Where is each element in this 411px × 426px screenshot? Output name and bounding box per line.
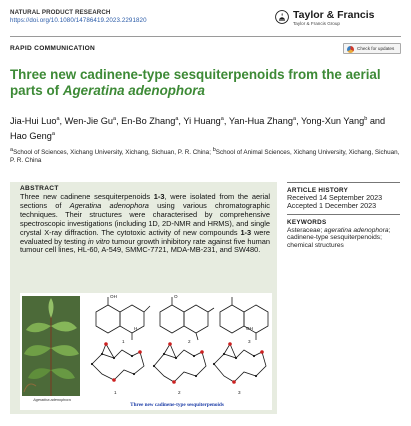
atom-label-h: H — [134, 326, 138, 331]
article-sidebar — [287, 182, 405, 249]
author-list: Jia-Hui Luo$^a$, Wen-Jie Gu$^a$, En-Bo Zhang$^a$, Yi Huang$^a$, Yan-Hua Zhang$^a$, Yong-Xun Yang$^b$ and Hao Geng$^a$ — [10, 116, 386, 141]
compound-label-2: 2 — [188, 339, 191, 344]
plant-photo — [22, 296, 80, 396]
abstract-text: Three new cadinene sesquiterpenoids 1-3, were isolated from the aerial sections of Ageratina adenophora using various chromatographic techniques. Their structures were characterised by comprehensive spectroscopic investigations (including 1D, 2D-NMR and HRMS), and single crystal X-ray diffraction. The cytotoxic activity of new compounds 1-3 were evaluated by testing in vitro tumour growth inhibitory rate against five human tumour cell lines, HL-60, A-549, SMMC-7721, MDA-MB-231, and SW480. — [20, 192, 270, 255]
model-label-2: 2 — [178, 390, 181, 395]
journal-name: NATURAL PRODUCT RESEARCH — [10, 9, 111, 16]
check-for-updates-label: Check for updates — [357, 46, 395, 51]
model-label-3: 3 — [238, 390, 241, 395]
doi-link[interactable]: https://doi.org/10.1080/14786419.2023.2291820 — [10, 17, 147, 24]
publisher-name: Taylor & Francis — [293, 9, 375, 21]
publisher-subname: Taylor & Francis Group — [293, 21, 340, 26]
compound-label-1: 1 — [122, 339, 125, 344]
atom-label-oh-3: OH — [246, 326, 253, 331]
author[interactable]: Jia-Hui Luo$^a$ — [10, 116, 60, 127]
title-species: Ageratina adenophora — [62, 82, 205, 98]
sidebar-divider — [287, 182, 400, 183]
keywords-list: Asteraceae; ageratina adenophora; cadinene-type sesquiterpenoids; chemical structures — [287, 226, 391, 249]
keywords-heading: KEYWORDS — [287, 218, 327, 226]
crossmark-icon — [347, 46, 354, 53]
author[interactable]: Yong-Xun Yang$^b$ — [301, 116, 368, 127]
title-text: Three new cadinene-type sesquiterpenoids from the aerial parts of — [10, 67, 381, 98]
article-title — [10, 67, 395, 98]
author[interactable]: Yi Huang$^a$ — [183, 116, 224, 127]
sidebar-divider — [287, 214, 400, 215]
accepted-date: Accepted 1 December 2023 — [287, 201, 377, 211]
taylor-francis-lamp-icon — [275, 10, 289, 24]
header-divider — [10, 36, 401, 37]
author[interactable]: Wen-Jie Gu$^a$ — [64, 116, 117, 127]
atom-label-o: O — [174, 294, 178, 299]
compound-label-3: 3 — [248, 339, 251, 344]
journal-header — [10, 9, 147, 25]
article-history-heading: ARTICLE HISTORY — [287, 187, 349, 194]
model-label-1: 1 — [114, 390, 117, 395]
check-for-updates-button[interactable] — [343, 43, 401, 54]
affiliations: $^a$School of Sciences, Xichang University, Xichang, Sichuan, P. R. China; $^b$School of Animal Sciences, Xichang University, Xichang, Sichuan, P. R. China — [10, 147, 400, 165]
abstract-heading: ABSTRACT — [20, 185, 59, 192]
publisher-logo[interactable] — [275, 8, 405, 28]
graphical-abstract-caption: Three new cadinene-type sesquiterpenoids — [130, 402, 224, 408]
chemical-structures — [84, 294, 270, 402]
atom-label-oh: OH — [110, 294, 117, 299]
author[interactable]: En-Bo Zhang$^a$ — [121, 116, 179, 127]
author[interactable]: Hao Geng$^a$ — [10, 130, 55, 141]
article-type: RAPID COMMUNICATION — [10, 45, 96, 52]
author[interactable]: Yan-Hua Zhang$^a$ — [228, 116, 297, 127]
plant-caption: Ageratina adenophora — [33, 398, 71, 402]
received-date: Received 14 September 2023 — [287, 193, 383, 202]
